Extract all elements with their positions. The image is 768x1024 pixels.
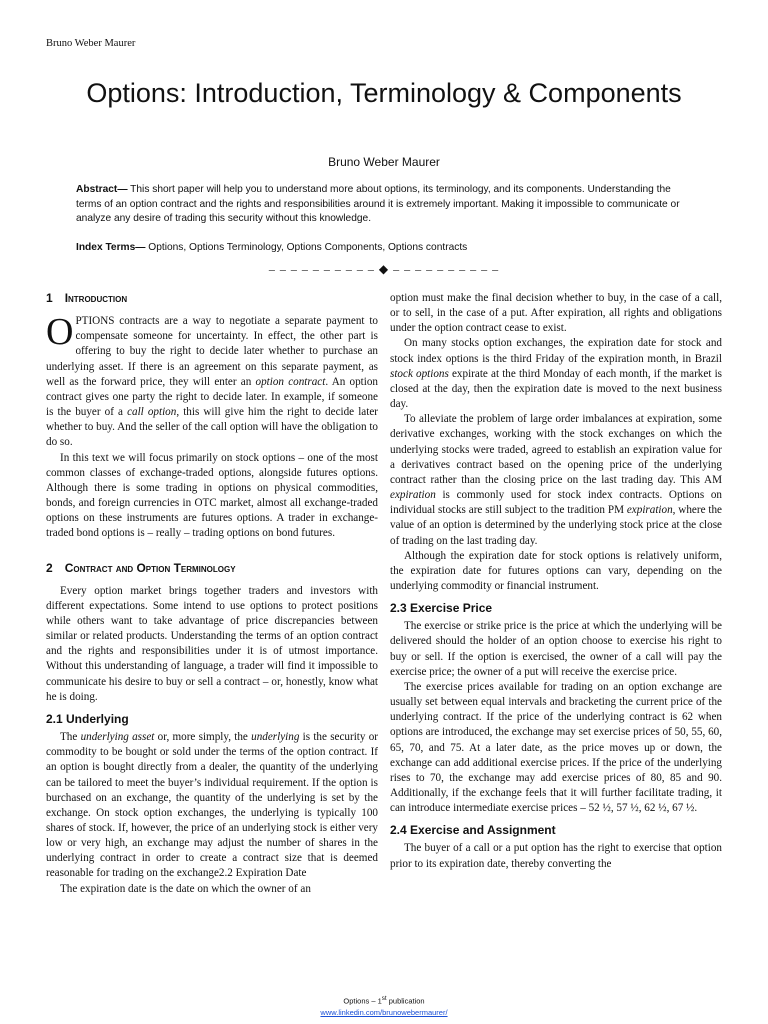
footer-publication bbox=[0, 993, 768, 1007]
expiration-paragraph-2 bbox=[390, 336, 722, 412]
footer-publication-sup: st bbox=[381, 995, 387, 1002]
expiration-text: , where the value of an option is determined by the underlying stock price at the close of trading on the last trading day. bbox=[390, 504, 723, 547]
left-column bbox=[46, 291, 378, 897]
expiration-paragraph-4: Although the expiration date for stock options is relatively uniform, the expiration date for futures options can vary, depending on the underlying commodity or financial instrument. bbox=[390, 549, 722, 592]
index-terms-text: Options, Options Terminology, Options Components, Options contracts bbox=[145, 242, 468, 253]
intro-paragraph-1 bbox=[46, 311, 378, 450]
subsection-heading-exercise-price: 2.3 Exercise Price bbox=[390, 601, 493, 616]
abstract-label: Abstract— bbox=[76, 184, 128, 195]
running-header-author: Bruno Weber Maurer bbox=[46, 38, 136, 49]
page-footer bbox=[0, 993, 768, 1018]
intro-text: , this will give him the right to decide later whether to buy. And the seller of the call option will have the obligation to do so. bbox=[46, 406, 378, 449]
expiration-text: To alleviate the problem of large order imbalances at expiration, some derivative exchanges, working with the stock exchanges on which the underlying stocks were traded, agreed to establish an expiration value for a derivatives contract based on the opening price of the underlying contract rather than the closing price on the last trading day. This AM bbox=[390, 413, 722, 486]
expiration-text: is commonly used for stock index contracts. Options on individual stocks are still subject to the tradition PM bbox=[390, 489, 722, 517]
intro-paragraph-2: In this text we will focus primarily on stock options – one of the most common classes of exchange-traded options, alongside futures options. Although there is some trading in options on physical commodities, bonds, and foreign currencies in OTC market, almost all exchange-traded options on these instruments are futures options. A trader in exchange-traded bond options is – really – trading options on bond futures. bbox=[46, 451, 378, 540]
section-number: 1 bbox=[46, 291, 53, 305]
paper-title: Options: Introduction, Terminology & Components bbox=[86, 78, 682, 108]
expiration-emphasis: expiration bbox=[626, 504, 673, 517]
expiration-text: On many stocks option exchanges, the expiration date for stock and stock index options is the third Friday of the expiration month, in Brazil bbox=[390, 337, 722, 365]
expiration-text: expirate at the third Monday of each month, if the market is closed at the day, then the expiration date is moved to the next business day. bbox=[390, 367, 722, 411]
footer-publication-text: Options – 1 bbox=[343, 996, 382, 1006]
section-heading-introduction bbox=[46, 291, 378, 306]
expiration-emphasis: stock options bbox=[390, 367, 449, 380]
intro-text: contracts are a way to negotiate a separate payment to compensate someone for uncertainty. In effect, the other part is offering to buy the right to decide later whether to purchase an underlying asset. If there is an agreement on this separate payment, as well as the forward price, they will enter an bbox=[46, 315, 378, 388]
exercise-assignment-paragraph: The buyer of a call or a put option has the right to exercise that option prior to its expiration date, thereby converting the bbox=[390, 842, 722, 870]
underlying-text: The bbox=[60, 731, 81, 744]
index-terms-label: Index Terms— bbox=[76, 242, 146, 253]
expiration-paragraph-3 bbox=[390, 412, 722, 548]
underlying-emphasis: underlying asset bbox=[80, 731, 155, 744]
underlying-text: or, more simply, the bbox=[154, 731, 252, 744]
expiration-emphasis: expiration bbox=[390, 489, 436, 502]
underlying-text: is the security or commodity to be bought or sold under the terms of the option contract. If an option is bought directly from a dealer, the quantity of the underlying can be tailored to meet the buyer’s individual requirement. If the option is burchased on an exchange, the quantity of the underlying is set by the exchange. On stock option exchanges, the underlying is typically 100 shares of stock. If, however, the price of an underlying stock is either very low or very high, an exchange may adjust the number of shares in the underlying contract in order to create a contract size that is deemed reasonable for trading on the exchange2.2 Expiration Date bbox=[46, 731, 378, 880]
intro-text: . An option contract gives one party the right to decide later. In example, if someone is the buyer of a bbox=[46, 375, 378, 419]
right-column bbox=[390, 291, 722, 872]
intro-emphasis: option contract bbox=[255, 375, 326, 388]
section-title: Introduction bbox=[64, 291, 128, 305]
footer-linkedin-link[interactable]: www.linkedin.com/brunowebermaurer/ bbox=[320, 1007, 448, 1017]
author-byline: Bruno Weber Maurer bbox=[328, 155, 440, 169]
expiration-paragraph-start: The expiration date is the date on which the owner of an bbox=[60, 882, 311, 895]
exercise-price-paragraph-1: The exercise or strike price is the price at which the underlying will be delivered should the holder of an option choose to exercise his right to buy or sell. If the option is exercised, the owner of a call will pay the exercise price; the owner of a put will receive the exercise price. bbox=[390, 620, 722, 678]
section-title: Contract and Option Terminology bbox=[64, 560, 236, 575]
abstract bbox=[76, 183, 692, 227]
subsection-heading-underlying: 2.1 Underlying bbox=[46, 711, 129, 726]
index-terms bbox=[76, 241, 692, 256]
drop-cap: O bbox=[46, 311, 74, 354]
footer-publication-text: publication bbox=[386, 996, 425, 1006]
intro-lead-word: PTIONS bbox=[75, 315, 115, 328]
intro-emphasis: call option bbox=[127, 406, 177, 419]
subsection-heading-exercise-assignment: 2.4 Exercise and Assignment bbox=[390, 823, 556, 838]
section-divider: – – – – – – – – – – ◆ – – – – – – – – – – bbox=[268, 262, 500, 276]
underlying-paragraph bbox=[46, 730, 378, 882]
terminology-paragraph: Every option market brings together traders and investors with different expectations. Some intend to use options to protect positions while others want to take advantage of price discrepancies between similar or related products. Understanding the terms of an option contract and the rights and responsibilities under it is of utmost importance. Without this understanding of language, a trader will find it impossible to communicate his desire to buy or sell a contract – or, honestly, know what he is doing. bbox=[46, 584, 378, 703]
section-number: 2 bbox=[46, 560, 53, 575]
underlying-emphasis: underlying bbox=[251, 731, 300, 744]
expiration-paragraph-cont: option must make the final decision whether to buy, in the case of a call, or to sell, in the case of a put. After expiration, all rights and obligations under the option contract cease to exist. bbox=[390, 292, 722, 335]
section-heading-terminology bbox=[46, 561, 378, 576]
abstract-text: This short paper will help you to understand more about options, its terminology, and its components. Understanding the terms of an option contract and the rights and responsibilities around it is extremely important. Making it impossible to communicate or analyze any desire of trading this security without this knowledge. bbox=[76, 184, 680, 224]
exercise-price-paragraph-2: The exercise prices available for trading on an option exchange are usually set between equal intervals and bracketing the current price of the underlying contract. If the price of the underlying contract is 62 when options are introduced, the exchange may set exercise prices of 50, 55, 60, 65, 70, and 75. At a later date, as the price moves up or down, the exchange can add additional exercise prices. If the price of the underlying rises to 70, the exchange may add exercise prices of 80, 85 and 90. Additionally, if the exchange feels that it will further facilitate trading, it can introduce intermediate exercise prices – 52 ½, 57 ½, 62 ½, 67 ½. bbox=[390, 680, 722, 815]
